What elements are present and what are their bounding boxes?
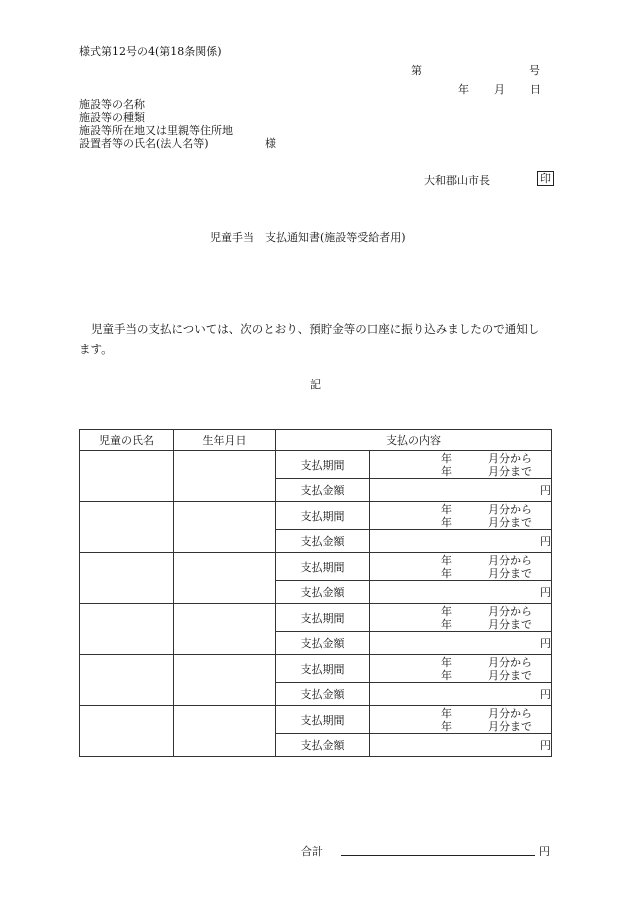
table-row (80, 706, 552, 734)
table-row (80, 604, 552, 632)
payment-period-range (370, 604, 552, 632)
payment-period-label: 支払期間 (276, 553, 370, 581)
ki-mark: 記 (310, 378, 321, 391)
birthdate-cell[interactable] (174, 553, 276, 604)
header-payment-content: 支払の内容 (276, 430, 552, 451)
period-from-month: 月分から (488, 503, 532, 516)
birthdate-cell[interactable] (174, 502, 276, 553)
facility-name-label: 施設等の名称 (79, 98, 145, 111)
period-to-year: 年 (441, 567, 452, 580)
form-reference: 様式第12号の4(第18条関係) (79, 45, 222, 58)
payment-period-label: 支払期間 (276, 451, 370, 479)
birthdate-cell[interactable] (174, 451, 276, 502)
facility-address-label: 施設等所在地又は里親等住所地 (79, 124, 233, 137)
payment-amount-yen: 円 (370, 683, 552, 706)
period-to-year: 年 (441, 669, 452, 682)
founder-name-label: 設置者等の氏名(法人名等) (79, 137, 209, 150)
payment-amount-label: 支払金額 (276, 530, 370, 553)
payment-table (79, 429, 552, 757)
period-to-year: 年 (441, 516, 452, 529)
birthdate-cell[interactable] (174, 706, 276, 757)
payment-period-label: 支払期間 (276, 502, 370, 530)
facility-type-label: 施設等の種類 (79, 111, 145, 124)
child-name-cell[interactable] (80, 655, 174, 706)
period-from-month: 月分から (488, 554, 532, 567)
payment-amount-label: 支払金額 (276, 734, 370, 757)
birthdate-cell[interactable] (174, 655, 276, 706)
table-row (80, 451, 552, 479)
child-name-cell[interactable] (80, 706, 174, 757)
period-from-year: 年 (441, 707, 452, 720)
period-to-month: 月分まで (488, 567, 532, 580)
date-day: 日 (530, 83, 541, 96)
payment-amount-yen: 円 (370, 581, 552, 604)
period-from-year: 年 (441, 605, 452, 618)
body-text-line-1: 児童手当の支払については、次のとおり、預貯金等の口座に振り込みましたので通知し (91, 322, 540, 336)
header-child-name: 児童の氏名 (80, 430, 174, 451)
payment-period-range (370, 706, 552, 734)
payment-amount-yen: 円 (370, 530, 552, 553)
period-from-year: 年 (441, 656, 452, 669)
period-to-month: 月分まで (488, 720, 532, 733)
body-text-line-2: ます。 (79, 342, 113, 356)
period-from-year: 年 (441, 503, 452, 516)
date-month: 月 (494, 83, 505, 96)
payment-period-label: 支払期間 (276, 604, 370, 632)
document-title: 児童手当 支払通知書(施設等受給者用) (210, 231, 406, 244)
total-yen: 円 (539, 845, 550, 858)
period-from-year: 年 (441, 452, 452, 465)
period-from-year: 年 (441, 554, 452, 567)
payment-period-label: 支払期間 (276, 706, 370, 734)
child-name-cell[interactable] (80, 604, 174, 655)
payment-amount-yen: 円 (370, 479, 552, 502)
payment-period-range (370, 553, 552, 581)
period-to-month: 月分まで (488, 465, 532, 478)
honorific: 様 (265, 137, 276, 150)
period-from-month: 月分から (488, 605, 532, 618)
birthdate-cell[interactable] (174, 604, 276, 655)
period-to-year: 年 (441, 720, 452, 733)
payment-amount-label: 支払金額 (276, 581, 370, 604)
seal-mark: 印 (537, 171, 554, 186)
document-number-prefix: 第 (411, 64, 422, 77)
header-birthdate: 生年月日 (174, 430, 276, 451)
child-name-cell[interactable] (80, 451, 174, 502)
payment-amount-label: 支払金額 (276, 683, 370, 706)
payment-amount-yen: 円 (370, 734, 552, 757)
period-to-year: 年 (441, 465, 452, 478)
period-from-month: 月分から (488, 452, 532, 465)
table-row (80, 655, 552, 683)
payment-period-range (370, 451, 552, 479)
payment-period-range (370, 502, 552, 530)
total-label: 合計 (301, 845, 323, 858)
sender-name: 大和郡山市長 (424, 174, 490, 187)
payment-amount-label: 支払金額 (276, 632, 370, 655)
child-name-cell[interactable] (80, 553, 174, 604)
period-from-month: 月分から (488, 707, 532, 720)
document-number-suffix: 号 (529, 64, 540, 77)
period-from-month: 月分から (488, 656, 532, 669)
payment-amount-label: 支払金額 (276, 479, 370, 502)
child-name-cell[interactable] (80, 502, 174, 553)
table-row (80, 553, 552, 581)
payment-period-label: 支払期間 (276, 655, 370, 683)
table-row (80, 502, 552, 530)
period-to-month: 月分まで (488, 618, 532, 631)
payment-period-range (370, 655, 552, 683)
date-year: 年 (458, 83, 469, 96)
period-to-month: 月分まで (488, 669, 532, 682)
period-to-month: 月分まで (488, 516, 532, 529)
payment-amount-yen: 円 (370, 632, 552, 655)
period-to-year: 年 (441, 618, 452, 631)
total-amount-line (341, 855, 535, 856)
